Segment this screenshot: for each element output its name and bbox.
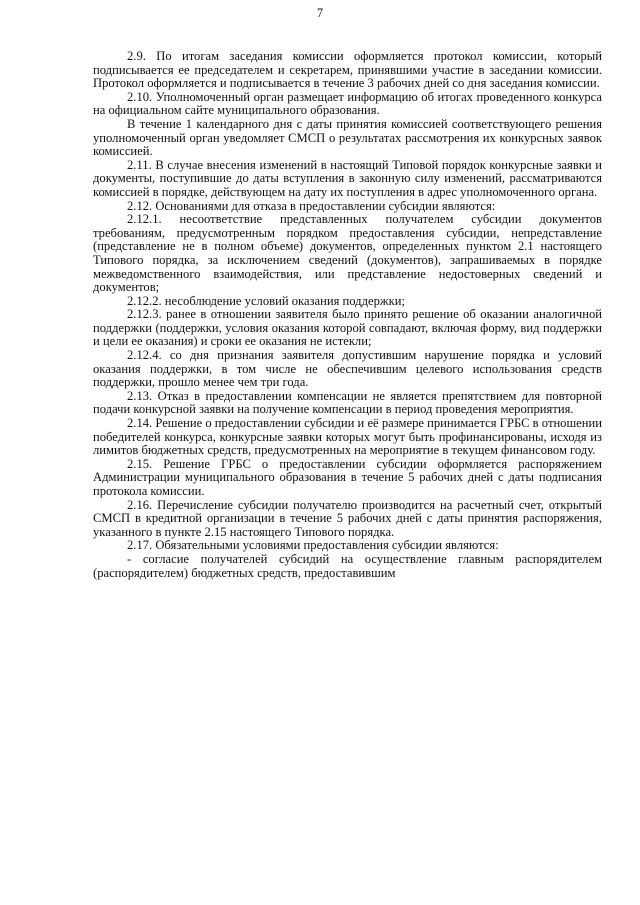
paragraph-2-17: 2.17. Обязательными условиями предоставления субсидии являются: xyxy=(127,538,499,553)
paragraph-notification: В течение 1 календарного дня с даты принятия комиссией соответствующего решения уполномоченный орган уведомляет СМСП о результатах рассмотрения их конкурсных заявок комиссией. xyxy=(93,116,602,159)
paragraph-2-16: 2.16. Перечисление субсидии получателю производится на расчетный счет, открытый СМСП в кредитной организации в течение 5 рабочих дней с даты принятия распоряжения, указанного в пункте 2.15 настоящего Типового порядка. xyxy=(93,497,602,539)
paragraph-2-12-3: 2.12.3. ранее в отношении заявителя было принято решение об оказании аналогичной поддержки (поддержки, условия оказания которой совпадают, включая форму, вид поддержки и цели ее оказания) и сроки ее оказания не истекли; xyxy=(93,307,602,349)
page-number: 7 xyxy=(316,6,324,20)
paragraph-2-12-2: 2.12.2. несоблюдение условий оказания поддержки; xyxy=(127,293,405,308)
paragraph-2-10: 2.10. Уполномоченный орган размещает информацию об итогах проведенного конкурса на официальном сайте муниципального образования. xyxy=(93,89,602,118)
paragraph-2-12-1: 2.12.1. несоответствие представленных получателем субсидии документов требованиям, предусмотренным порядком предоставления субсидии, непредставление (представление не в полном объеме) документов, определенных пунктом 2.1 настоящего Типового порядка, за исключением сведений (документов), запрашиваемых в порядке межведомственного взаимодействия, или представление недостоверных сведений и документов; xyxy=(93,212,602,295)
paragraph-2-15: 2.15. Решение ГРБС о предоставлении субсидии оформляется распоряжением Администрации муниципального образования в течение 5 рабочих дней с даты подписания протокола комиссии. xyxy=(93,456,602,498)
paragraph-2-14: 2.14. Решение о предоставлении субсидии и её размере принимается ГРБС в отношении победителей конкурса, конкурсные заявки которых могут быть профинансированы, исходя из лимитов бюджетных средств, предусмотренных на мероприятие в текущем финансовом году. xyxy=(93,416,602,458)
paragraph-2-11: 2.11. В случае внесения изменений в настоящий Типовой порядок конкурсные заявки и документы, поступившие до даты вступления в законную силу изменений, рассматриваются комиссией в порядке, действующем на дату их поступления в адрес уполномоченного органа. xyxy=(93,157,602,199)
paragraph-consent-item: - согласие получателей субсидий на осуществление главным распорядителем (распорядителем) бюджетных средств, предоставившим xyxy=(93,551,602,580)
paragraph-2-13: 2.13. Отказ в предоставлении компенсации не является препятствием для повторной подачи конкурсной заявки на получение компенсации в период проведения мероприятия. xyxy=(93,388,602,417)
document-body xyxy=(93,50,602,580)
paragraph-2-9: 2.9. По итогам заседания комиссии оформляется протокол комиссии, который подписывается ее председателем и секретарем, принявшими участие в заседании комиссии. Протокол оформляется и подписывается в течение 3 рабочих дней со дня заседания комиссии. xyxy=(93,49,602,91)
paragraph-2-12: 2.12. Основаниями для отказа в предоставлении субсидии являются: xyxy=(127,198,496,213)
paragraph-2-12-4: 2.12.4. со дня признания заявителя допустившим нарушение порядка и условий оказания поддержки, в том числе не обеспечившим целевого использования средств поддержки, прошло менее чем три года. xyxy=(93,348,602,390)
